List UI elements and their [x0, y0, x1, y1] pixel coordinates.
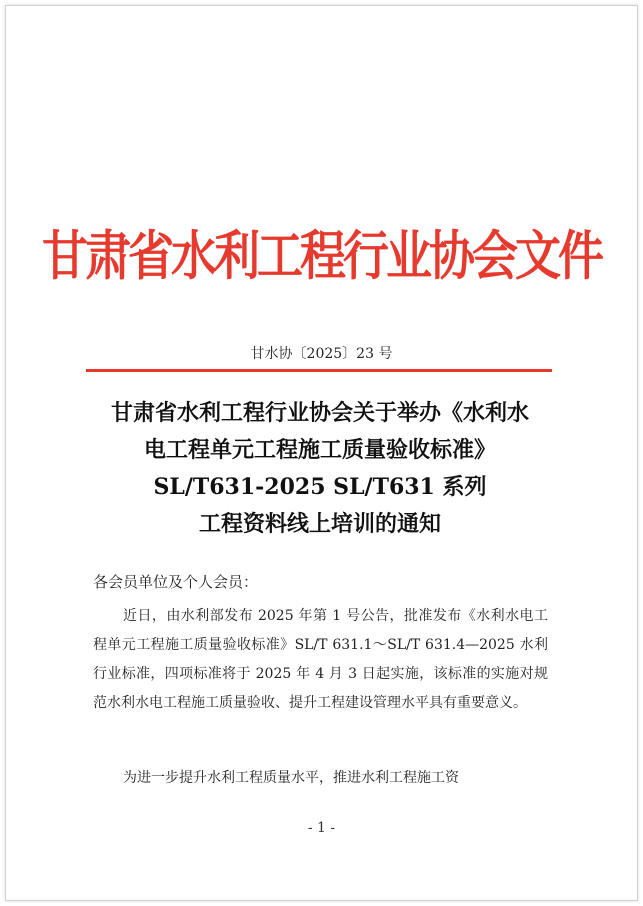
title-line: 甘肃省水利工程行业协会关于举办《水利水 — [110, 400, 529, 426]
body-paragraph: 为进一步提升水利工程质量水平，推进水利工程施工资 — [123, 770, 459, 786]
document-header-title: 甘肃省水利工程行业协会文件 — [42, 224, 601, 287]
title-line: 电工程单元工程施工质量验收标准》 — [143, 437, 496, 463]
document-title — [70, 395, 570, 543]
body-paragraph: 近日，由水利部发布 2025 年第 1 号公告，批准发布《水利水电工程单元工程施工质量验收标准》SL/T 631.1～SL/T 631.4—2025 水利行业标准，四项标准将于 2025 年 4 月 3 日起实施，该标准的实施对规范水利水电工程施工质量验收、提升工程建设管理水平具有重要意义。 — [93, 608, 548, 711]
title-line: SL/T631-2025 SL/T631 系列 — [153, 474, 487, 500]
title-line: 工程资料线上培训的通知 — [198, 511, 441, 537]
page-number: - 1 - — [307, 820, 336, 836]
salutation: 各会员单位及个人会员： — [93, 573, 259, 591]
document-number: 甘水协〔2025〕23 号 — [250, 346, 393, 362]
header-divider-line — [86, 369, 552, 372]
